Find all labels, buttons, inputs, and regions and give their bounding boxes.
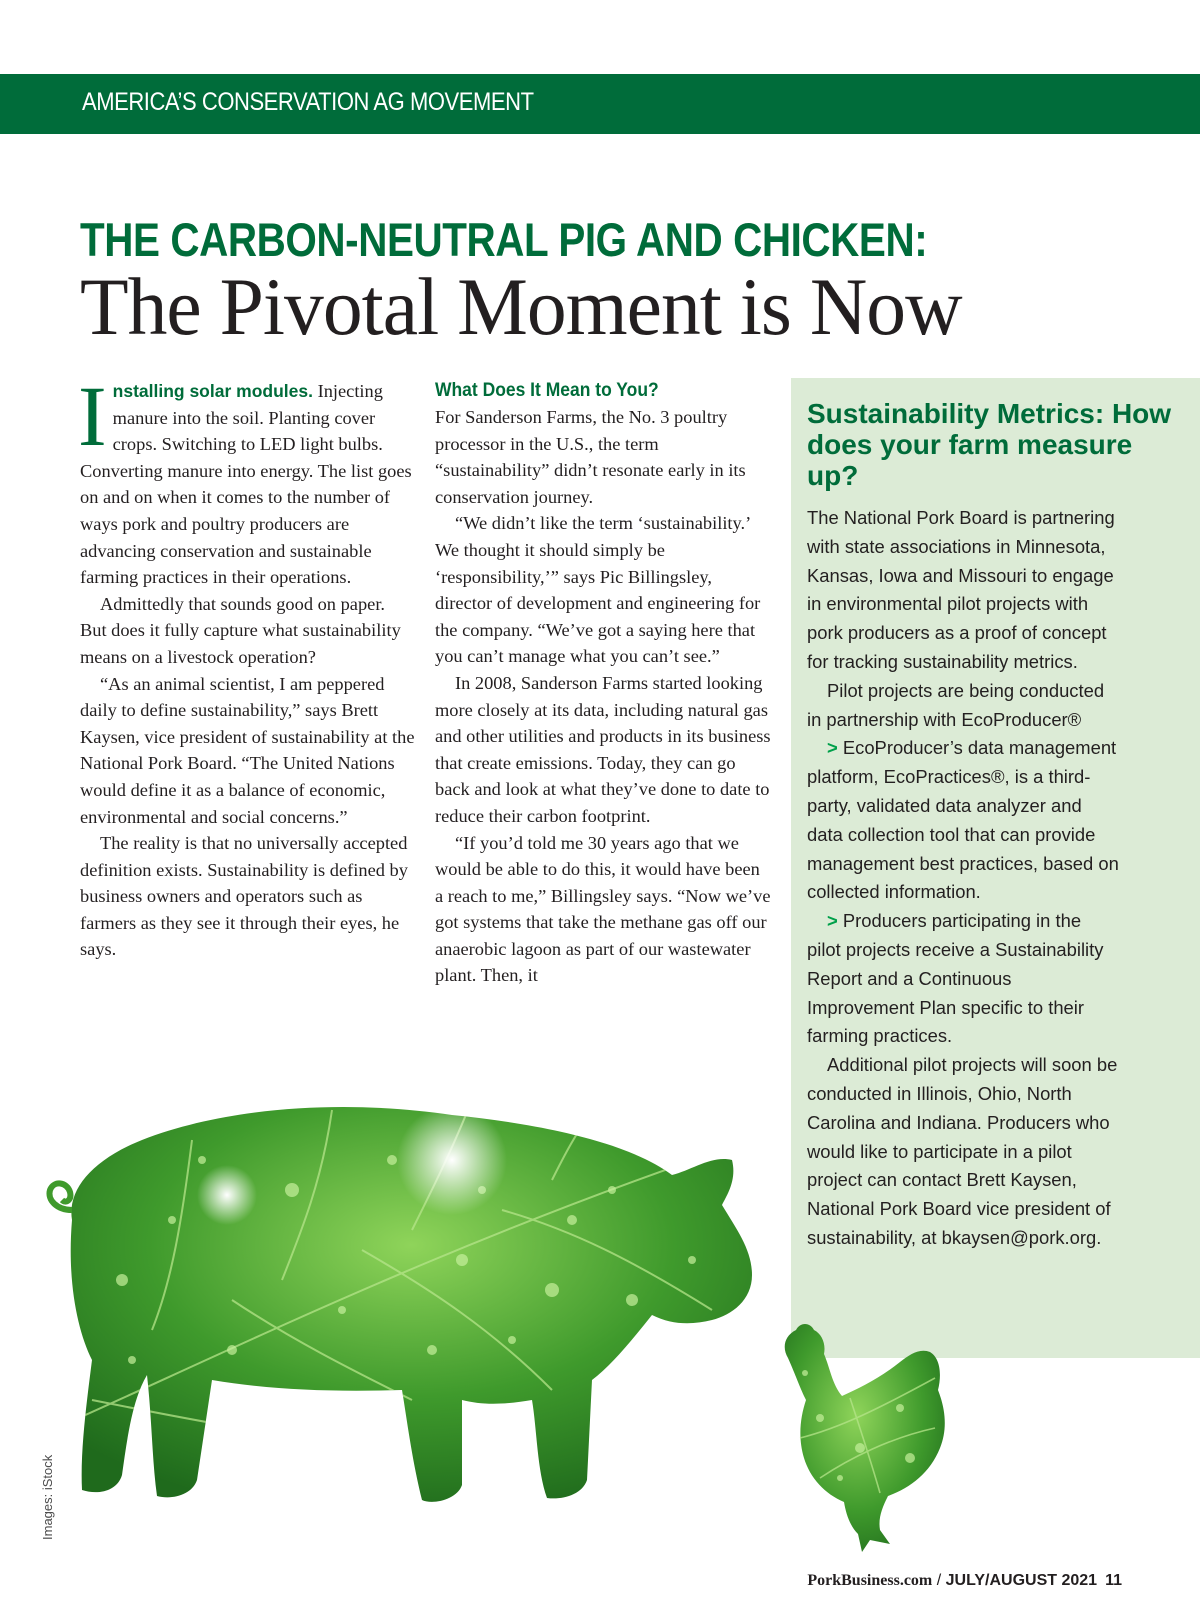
- sidebar-paragraph: Pilot projects are being conducted in partnership with EcoProducer®: [807, 679, 1105, 730]
- section-label: AMERICA’S CONSERVATION AG MOVEMENT: [82, 88, 534, 116]
- sidebar-bullet: [807, 734, 1119, 907]
- headline-kicker: THE CARBON-NEUTRAL PIG AND CHICKEN:: [80, 213, 928, 266]
- paragraph: “As an animal scientist, I am peppered daily to define sustainability,” says Brett Kaysen, vice president of sustainability at the National Pork Board. “The United Nations would define it as a balance of economic, environmental and social concerns.”: [80, 673, 415, 827]
- lead-in: nstalling solar modules.: [112, 381, 313, 401]
- article-column-1: [78, 368, 416, 963]
- drop-cap: I: [78, 368, 107, 464]
- footer-date: JULY/AUGUST 2021: [945, 1572, 1098, 1589]
- paragraph: In 2008, Sanderson Farms started looking more closely at its data, including natural gas and other utilities and products in its business that create emissions. Today, they can go back and look at what they’ve done to date to reduce their carbon footprint.: [435, 672, 771, 826]
- image-credit: Images: iStock: [40, 1454, 55, 1540]
- paragraph: For Sanderson Farms, the No. 3 poultry processor in the U.S., the term “sustainability” didn’t resonate early in its conservation journey.: [435, 407, 746, 507]
- footer-separator: /: [932, 1572, 946, 1589]
- sidebar-paragraph: Additional pilot projects will soon be conducted in Illinois, Ohio, North Carolina and Indiana. Producers who would like to participate in a pilot project can contact Brett Kaysen, National Pork Board vice president of sustainability, at bkaysen@pork.org.: [807, 1054, 1118, 1248]
- chicken-leaf-illustration: [770, 1318, 970, 1562]
- paragraph-text: Injecting manure into the soil. Planting cover crops. Switching to LED light bulbs. Converting manure into energy. The list goes on and on when it comes to the number of ways pork and poultry producers are advancing conservation and sustainable farming practices in their operations.: [80, 381, 412, 588]
- pig-leaf-illustration: [32, 1100, 772, 1530]
- paragraph: “We didn’t like the term ‘sustainability.’ We thought it should simply be ‘responsibility,’” says Pic Billingsley, director of development and engineering for the company. “We’ve got a saying here that you can’t manage what you can’t see.”: [435, 513, 761, 667]
- arrow-bullet-icon: >: [827, 737, 838, 759]
- bullet-text: Producers participating in the pilot projects receive a Sustainability Report and a Continuous Improvement Plan specific to their farming practices.: [807, 910, 1104, 1047]
- footer-site: PorkBusiness.com: [807, 1572, 933, 1589]
- arrow-bullet-icon: >: [827, 910, 838, 932]
- paragraph: The reality is that no universally accepted definition exists. Sustainability is defined by business owners and operators such as farmers as they see it through their eyes, he says.: [80, 833, 408, 960]
- bullet-text: EcoProducer’s data management platform, EcoPractices®, is a third-party, validated data analyzer and data collection tool that can provide management best practices, based on collected information.: [807, 737, 1119, 903]
- page-title: The Pivotal Moment is Now: [80, 261, 962, 352]
- section-banner: [0, 74, 1200, 134]
- sidebar-bullet: [807, 907, 1119, 1051]
- paragraph: “If you’d told me 30 years ago that we would be able to do this, it would have been a reach to me,” Billingsley says. “Now we’ve got systems that take the methane gas off our anaerobic lagoon as part of our wastewater plant. Then, it: [435, 832, 771, 986]
- subheading: What Does It Mean to You?: [435, 380, 659, 401]
- paragraph: [78, 368, 416, 591]
- paragraph: Admittedly that sounds good on paper. But does it fully capture what sustainability means on a livestock operation?: [80, 593, 401, 667]
- article-column-2: [435, 378, 771, 989]
- sidebar-body: [807, 504, 1119, 1253]
- page-number: 11: [1105, 1572, 1122, 1589]
- sidebar-paragraph: The National Pork Board is partnering with state associations in Minnesota, Kansas, Iowa and Missouri to engage in environmental pilot projects with pork producers as a proof of concept for tracking sustainability metrics.: [807, 507, 1115, 672]
- page-footer: [807, 1572, 1122, 1590]
- sidebar-box: [791, 378, 1200, 1358]
- sidebar-title: Sustainability Metrics: How does your farm measure up?: [807, 398, 1172, 491]
